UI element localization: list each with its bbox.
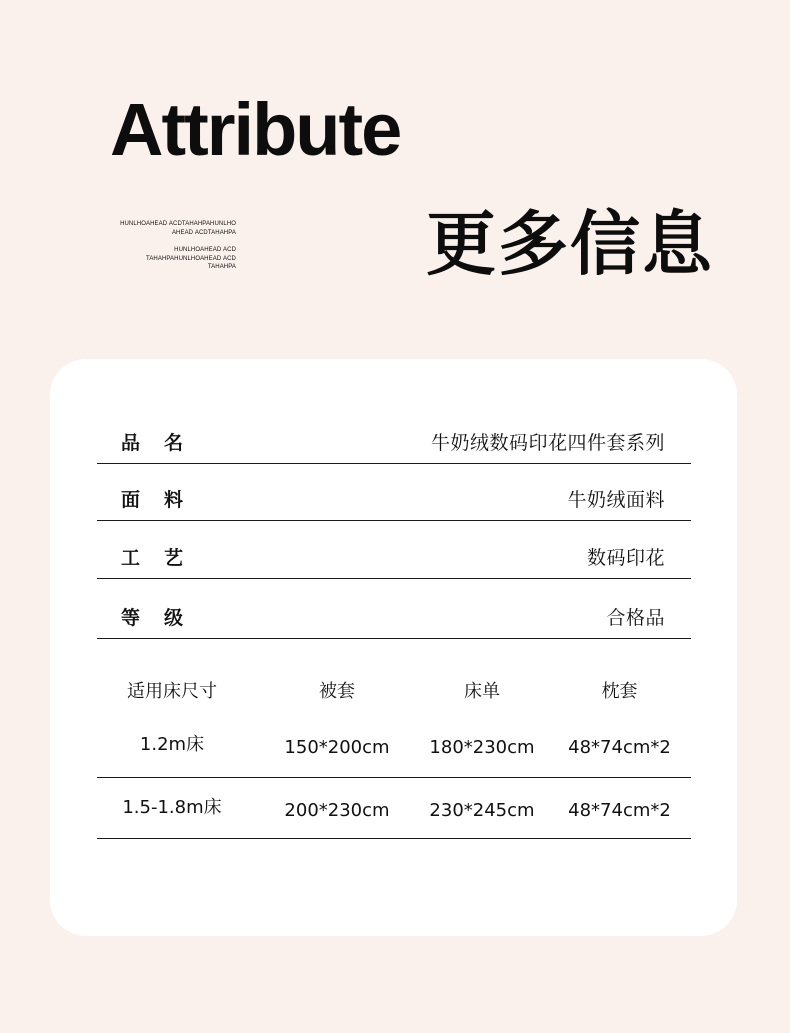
size-table-header [97,659,691,715]
table-cell: 230*245cm [429,800,535,821]
attribute-label: 工艺 [121,547,208,569]
table-row [97,715,691,778]
decorative-caption-2 [110,246,236,272]
column-header: 床单 [464,681,500,702]
page-title-en: Attribute [110,88,401,171]
attribute-row-craft [97,532,691,579]
caption-line: TAHAHPA [207,264,236,270]
column-header: 被套 [319,681,355,702]
caption-line: TAHAHPAHUNLHOAHEAD ACD [146,255,236,262]
table-cell: 200*230cm [284,800,390,821]
table-cell: 150*200cm [284,737,390,758]
attribute-row-fabric [97,474,691,521]
attribute-value: 牛奶绒数码印花四件套系列 [430,432,665,454]
attribute-row-name [97,417,691,464]
caption-line: HUNLHOAHEAD ACD [174,247,236,253]
size-table [97,659,691,839]
attribute-label: 等级 [121,607,208,629]
column-header: 适用床尺寸 [127,681,217,702]
table-cell: 1.5-1.8m床 [122,797,222,818]
attribute-value: 牛奶绒面料 [567,489,665,511]
attribute-value: 合格品 [606,607,665,629]
page-title-cn: 更多信息 [426,203,714,285]
caption-line: AHEAD ACDTAHAHPA [171,229,236,236]
table-cell: 1.2m床 [139,734,205,755]
column-header: 枕套 [601,681,638,702]
table-cell: 180*230cm [429,737,535,758]
attribute-label: 面料 [121,489,208,511]
attribute-label: 品名 [121,432,208,454]
table-cell: 48*74cm*2 [568,737,671,758]
info-card [50,359,737,936]
attribute-row-grade [97,592,691,639]
caption-line: HUNLHOAHEAD ACDTAHAHPAHUNLHO [120,221,236,227]
decorative-caption-1 [110,220,236,237]
table-cell: 48*74cm*2 [568,800,671,821]
attribute-value: 数码印花 [586,547,665,569]
table-row [97,778,691,839]
